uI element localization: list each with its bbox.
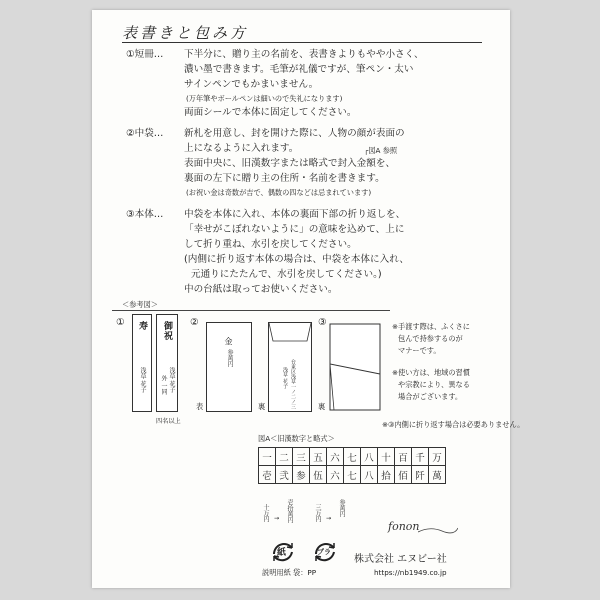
- figure-number-3: ③: [318, 317, 327, 328]
- kanji-cell: 佰: [395, 466, 412, 484]
- kanji-cell: 拾: [378, 466, 395, 484]
- envelope-front-amount: 参萬円: [226, 349, 233, 367]
- outer-envelope-fold: [328, 322, 382, 412]
- kanji-cell: 壱: [259, 466, 276, 484]
- envelope-front-kin: 金: [224, 337, 233, 346]
- figure-a-reference: ┌図A 参照: [364, 146, 398, 155]
- kanji-cell: 三: [293, 448, 310, 466]
- kanji-cell: 万: [429, 448, 446, 466]
- tanzaku-line-2: 濃い墨で書きます。毛筆が礼儀ですが、筆ペン・太い: [184, 64, 414, 75]
- inner-envelope-back: [268, 322, 312, 412]
- tanzaku-line-4: 両面シールで本体に固定してください。: [184, 107, 357, 118]
- example-arrow-2: →: [326, 515, 332, 522]
- kanji-cell: 七: [344, 448, 361, 466]
- hontai-heading: ③本体…: [126, 209, 164, 220]
- tanzaku-line-3: サインペンでもかまいません。: [184, 79, 319, 90]
- kanji-row-formal: [259, 466, 446, 484]
- example-formal-30k: 参萬円: [338, 499, 345, 517]
- kanji-cell: 百: [395, 448, 412, 466]
- back-label: 裏: [258, 402, 266, 411]
- page-title: 表書きと包み方: [122, 24, 249, 42]
- kanji-table-label: 図A＜旧漢数字と略式＞: [258, 434, 335, 443]
- title-underline: [122, 42, 482, 43]
- example-modern-100k: 十万円: [262, 504, 269, 522]
- kanji-cell: 六: [327, 466, 344, 484]
- note-custom-3: 場合がございます。: [398, 392, 463, 401]
- note-fukusa-1: ※手渡す際は、ふくさに: [392, 322, 470, 331]
- nakabukuro-note: (お祝い金は奇数が吉で、偶数の四などは忌まれています): [186, 188, 372, 197]
- kanji-cell: 八: [361, 466, 378, 484]
- hontai-line-3: して折り重ね、水引を戻してください。: [184, 239, 357, 250]
- envelope-back-name: 浅草 花子: [282, 367, 288, 389]
- tanzaku-strip-single: [132, 314, 152, 412]
- strip-name-others: 外 一同: [160, 375, 167, 395]
- instruction-card: [92, 10, 525, 588]
- figure-number-1: ①: [116, 317, 125, 328]
- kanji-cell: 伍: [310, 466, 327, 484]
- kanji-cell: 一: [259, 448, 276, 466]
- nakabukuro-line-4: 裏面の左下に贈り主の住所・名前を書きます。: [184, 173, 385, 184]
- reference-figure-label: ＜参考図＞: [122, 300, 158, 309]
- signature: fonon: [388, 520, 420, 533]
- envelope-flap: [269, 323, 311, 345]
- kanji-cell: 二: [276, 448, 293, 466]
- nakabukuro-line-3: 表面中央に、旧漢数字または略式で封入金額を、: [184, 158, 396, 169]
- hontai-line-2: 「幸せがこぼれないように」の意味を込めて、上に: [184, 224, 405, 235]
- hontai-line-6: 中の台紙は取ってお使いください。: [184, 284, 338, 295]
- nakabukuro-line-2: 上になるように入れます。: [184, 143, 299, 154]
- strip-name-single: 浅草 花子: [139, 367, 146, 393]
- inner-envelope-front: [206, 322, 252, 412]
- kanji-row-modern: [259, 448, 446, 466]
- note-custom-1: ※使い方は、地域の習慣: [392, 368, 470, 377]
- envelope-back-address: 台東区浅草一ノ二ノ三: [290, 359, 296, 409]
- note-custom-2: や宗教により、異なる: [398, 380, 470, 389]
- figure-divider: [112, 310, 390, 311]
- tanzaku-heading: ①短冊…: [126, 49, 164, 60]
- paper-recycle-mark: [270, 538, 296, 564]
- figure-number-2: ②: [190, 317, 199, 328]
- strip-oiwai: 御祝: [162, 321, 172, 341]
- signature-swash: [418, 526, 458, 536]
- example-arrow-1: →: [274, 515, 280, 522]
- kanji-cell: 萬: [429, 466, 446, 484]
- outer-back-label: 裏: [318, 402, 326, 411]
- paper-mark-text: 紙: [277, 548, 287, 558]
- strip-name-group: 浅草 花子: [168, 367, 175, 393]
- strip-kotobuki: 寿: [137, 321, 147, 331]
- material-label: 説明用紙 袋：PP: [262, 568, 317, 577]
- kanji-cell: 阡: [412, 466, 429, 484]
- kanji-cell: 参: [293, 466, 310, 484]
- tanzaku-line-1: 下半分に、贈り主の名前を、表書きよりもやや小さく、: [184, 49, 424, 60]
- fold-note: ※③内側に折り返す場合は必要ありません。: [382, 420, 525, 429]
- kanji-cell: 千: [412, 448, 429, 466]
- kanji-cell: 七: [344, 466, 361, 484]
- hontai-line-1: 中袋を本体に入れ、本体の裏面下部の折り返しを、: [184, 209, 406, 220]
- company-url[interactable]: https://nb1949.co.jp: [374, 568, 447, 577]
- company-name: 株式会社 エヌビー社: [354, 554, 447, 565]
- kanji-cell: 弐: [276, 466, 293, 484]
- plastic-recycle-mark: [312, 538, 338, 564]
- example-modern-30k: 三万円: [314, 504, 321, 522]
- plastic-mark-text: プラ: [317, 548, 331, 556]
- strip-note: 四名以上: [156, 418, 181, 425]
- kanji-numeral-table: [258, 447, 446, 484]
- nakabukuro-heading: ②中袋…: [126, 128, 164, 139]
- note-fukusa-3: マナーです。: [398, 346, 441, 355]
- tanzaku-note: (万年筆やボールペンは細いので失礼になります): [186, 94, 343, 103]
- kanji-cell: 十: [378, 448, 395, 466]
- hontai-line-5: 元通りにたたんで、水引を戻してください。): [191, 269, 382, 280]
- nakabukuro-line-1: 新札を用意し、封を開けた際に、人物の顔が表面の: [184, 128, 405, 139]
- example-formal-100k: 壱拾萬円: [286, 499, 293, 523]
- hontai-line-4: (内側に折り返す本体の場合は、中袋を本体に入れ、: [184, 254, 409, 265]
- kanji-cell: 六: [327, 448, 344, 466]
- front-label: 表: [196, 402, 204, 411]
- note-fukusa-2: 包んで持参するのが: [398, 334, 463, 343]
- kanji-cell: 八: [361, 448, 378, 466]
- kanji-cell: 五: [310, 448, 327, 466]
- tanzaku-strip-group: [156, 314, 178, 412]
